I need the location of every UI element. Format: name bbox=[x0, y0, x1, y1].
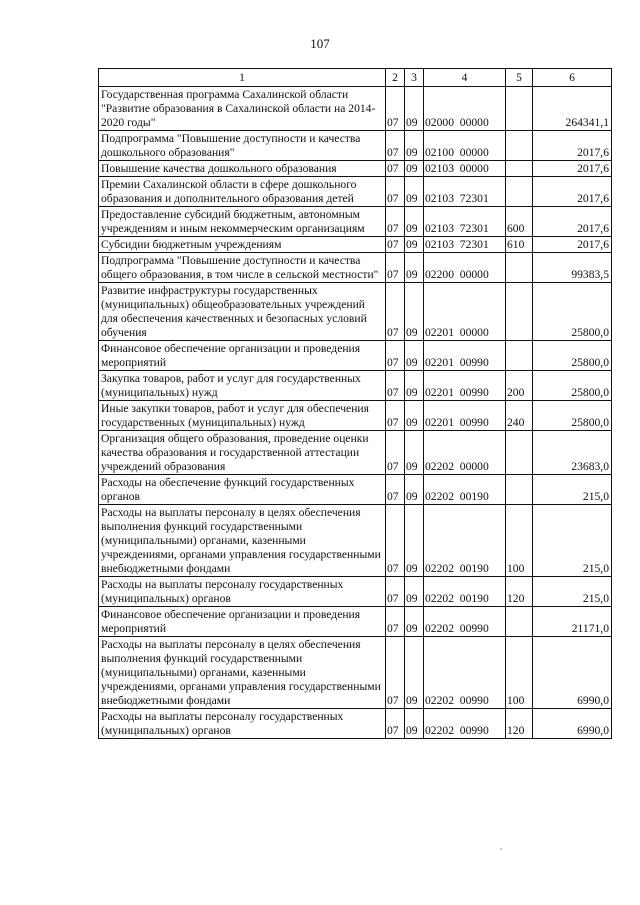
row-name-cell: Государственная программа Сахалинской области "Развитие образования в Сахалинской области на 2014-2020 годы" bbox=[99, 87, 386, 131]
table-row bbox=[99, 237, 612, 253]
row-subsection-cell: 09 bbox=[405, 237, 424, 253]
row-expense-type-cell: 610 bbox=[506, 237, 533, 253]
row-subsection-cell: 09 bbox=[405, 431, 424, 475]
row-amount-cell: 215,0 bbox=[533, 475, 612, 505]
row-section-cell: 07 bbox=[386, 161, 405, 177]
row-target-cell: 02201 00990 bbox=[424, 401, 506, 431]
row-section-cell: 07 bbox=[386, 341, 405, 371]
row-subsection-cell: 09 bbox=[405, 131, 424, 161]
row-subsection-cell: 09 bbox=[405, 505, 424, 577]
table-row bbox=[99, 341, 612, 371]
row-expense-type-cell: 120 bbox=[506, 709, 533, 739]
scan-speck bbox=[500, 848, 502, 850]
row-amount-cell: 25800,0 bbox=[533, 401, 612, 431]
row-subsection-cell: 09 bbox=[405, 475, 424, 505]
row-name-cell: Расходы на выплаты персоналу государственных (муниципальных) органов bbox=[99, 709, 386, 739]
row-amount-cell: 2017,6 bbox=[533, 237, 612, 253]
row-amount-cell: 6990,0 bbox=[533, 637, 612, 709]
table-row bbox=[99, 371, 612, 401]
column-header-name: 1 bbox=[99, 69, 386, 87]
column-header-subsection: 3 bbox=[405, 69, 424, 87]
table-header-row bbox=[99, 69, 612, 87]
row-expense-type-cell: 100 bbox=[506, 637, 533, 709]
row-section-cell: 07 bbox=[386, 475, 405, 505]
row-amount-cell: 21171,0 bbox=[533, 607, 612, 637]
table-row bbox=[99, 207, 612, 237]
row-target-cell: 02202 00190 bbox=[424, 475, 506, 505]
table-row bbox=[99, 401, 612, 431]
row-expense-type-cell: 240 bbox=[506, 401, 533, 431]
row-name-cell: Субсидии бюджетным учреждениям bbox=[99, 237, 386, 253]
row-section-cell: 07 bbox=[386, 431, 405, 475]
table-row bbox=[99, 475, 612, 505]
row-expense-type-cell bbox=[506, 177, 533, 207]
row-amount-cell: 23683,0 bbox=[533, 431, 612, 475]
row-target-cell: 02200 00000 bbox=[424, 253, 506, 283]
row-section-cell: 07 bbox=[386, 237, 405, 253]
table-row bbox=[99, 161, 612, 177]
row-name-cell: Повышение качества дошкольного образования bbox=[99, 161, 386, 177]
row-name-cell: Закупка товаров, работ и услуг для государственных (муниципальных) нужд bbox=[99, 371, 386, 401]
row-amount-cell: 215,0 bbox=[533, 577, 612, 607]
row-subsection-cell: 09 bbox=[405, 401, 424, 431]
row-target-cell: 02202 00990 bbox=[424, 607, 506, 637]
row-subsection-cell: 09 bbox=[405, 371, 424, 401]
row-amount-cell: 2017,6 bbox=[533, 131, 612, 161]
row-section-cell: 07 bbox=[386, 283, 405, 341]
row-section-cell: 07 bbox=[386, 401, 405, 431]
row-subsection-cell: 09 bbox=[405, 637, 424, 709]
row-amount-cell: 264341,1 bbox=[533, 87, 612, 131]
row-target-cell: 02202 00990 bbox=[424, 637, 506, 709]
row-expense-type-cell: 600 bbox=[506, 207, 533, 237]
table-row bbox=[99, 131, 612, 161]
row-section-cell: 07 bbox=[386, 371, 405, 401]
row-target-cell: 02201 00000 bbox=[424, 283, 506, 341]
column-header-section: 2 bbox=[386, 69, 405, 87]
row-section-cell: 07 bbox=[386, 637, 405, 709]
row-expense-type-cell bbox=[506, 161, 533, 177]
row-subsection-cell: 09 bbox=[405, 161, 424, 177]
row-section-cell: 07 bbox=[386, 131, 405, 161]
row-name-cell: Расходы на обеспечение функций государственных органов bbox=[99, 475, 386, 505]
row-amount-cell: 25800,0 bbox=[533, 341, 612, 371]
row-subsection-cell: 09 bbox=[405, 607, 424, 637]
row-amount-cell: 215,0 bbox=[533, 505, 612, 577]
row-expense-type-cell bbox=[506, 431, 533, 475]
row-amount-cell: 2017,6 bbox=[533, 207, 612, 237]
row-amount-cell: 99383,5 bbox=[533, 253, 612, 283]
table-row bbox=[99, 637, 612, 709]
row-subsection-cell: 09 bbox=[405, 341, 424, 371]
row-name-cell: Предоставление субсидий бюджетным, автономным учреждениям и иным некоммерческим организациям bbox=[99, 207, 386, 237]
table-row bbox=[99, 505, 612, 577]
row-target-cell: 02201 00990 bbox=[424, 341, 506, 371]
column-header-target: 4 bbox=[424, 69, 506, 87]
row-expense-type-cell bbox=[506, 253, 533, 283]
row-subsection-cell: 09 bbox=[405, 283, 424, 341]
table-row bbox=[99, 607, 612, 637]
row-section-cell: 07 bbox=[386, 177, 405, 207]
row-target-cell: 02103 72301 bbox=[424, 207, 506, 237]
row-section-cell: 07 bbox=[386, 207, 405, 237]
row-name-cell: Подпрограмма "Повышение доступности и качества общего образования, в том числе в сельской местности" bbox=[99, 253, 386, 283]
row-name-cell: Финансовое обеспечение организации и проведения мероприятий bbox=[99, 341, 386, 371]
row-expense-type-cell bbox=[506, 341, 533, 371]
row-target-cell: 02202 00190 bbox=[424, 505, 506, 577]
row-target-cell: 02103 00000 bbox=[424, 161, 506, 177]
row-name-cell: Организация общего образования, проведение оценки качества образования и государственной аттестации учреждений образования bbox=[99, 431, 386, 475]
row-name-cell: Финансовое обеспечение организации и проведения мероприятий bbox=[99, 607, 386, 637]
row-subsection-cell: 09 bbox=[405, 207, 424, 237]
table-row bbox=[99, 177, 612, 207]
row-subsection-cell: 09 bbox=[405, 177, 424, 207]
row-target-cell: 02103 72301 bbox=[424, 177, 506, 207]
table-row bbox=[99, 431, 612, 475]
row-subsection-cell: 09 bbox=[405, 87, 424, 131]
table-row bbox=[99, 87, 612, 131]
row-target-cell: 02103 72301 bbox=[424, 237, 506, 253]
row-amount-cell: 2017,6 bbox=[533, 161, 612, 177]
row-expense-type-cell bbox=[506, 283, 533, 341]
row-expense-type-cell bbox=[506, 607, 533, 637]
row-target-cell: 02201 00990 bbox=[424, 371, 506, 401]
row-section-cell: 07 bbox=[386, 253, 405, 283]
budget-table bbox=[98, 68, 612, 739]
row-section-cell: 07 bbox=[386, 577, 405, 607]
column-header-amount: 6 bbox=[533, 69, 612, 87]
row-name-cell: Премии Сахалинской области в сфере дошкольного образования и дополнительного образования детей bbox=[99, 177, 386, 207]
row-target-cell: 02202 00190 bbox=[424, 577, 506, 607]
row-expense-type-cell bbox=[506, 475, 533, 505]
row-expense-type-cell: 200 bbox=[506, 371, 533, 401]
row-expense-type-cell bbox=[506, 87, 533, 131]
row-amount-cell: 6990,0 bbox=[533, 709, 612, 739]
row-section-cell: 07 bbox=[386, 505, 405, 577]
row-name-cell: Подпрограмма "Повышение доступности и качества дошкольного образования" bbox=[99, 131, 386, 161]
table-row bbox=[99, 577, 612, 607]
row-name-cell: Расходы на выплаты персоналу в целях обеспечения выполнения функций государственными (муниципальными) органами, казенными учреждениями, органами управления государственными внебюджетными фондами bbox=[99, 637, 386, 709]
row-name-cell: Расходы на выплаты персоналу государственных (муниципальных) органов bbox=[99, 577, 386, 607]
row-expense-type-cell bbox=[506, 131, 533, 161]
row-target-cell: 02202 00000 bbox=[424, 431, 506, 475]
row-name-cell: Расходы на выплаты персоналу в целях обеспечения выполнения функций государственными (муниципальными) органами, казенными учреждениями, органами управления государственными внебюджетными фондами bbox=[99, 505, 386, 577]
row-target-cell: 02000 00000 bbox=[424, 87, 506, 131]
row-expense-type-cell: 100 bbox=[506, 505, 533, 577]
column-header-expense-type: 5 bbox=[506, 69, 533, 87]
table-row bbox=[99, 283, 612, 341]
table-row bbox=[99, 253, 612, 283]
row-amount-cell: 25800,0 bbox=[533, 371, 612, 401]
row-section-cell: 07 bbox=[386, 607, 405, 637]
row-name-cell: Иные закупки товаров, работ и услуг для обеспечения государственных (муниципальных) нужд bbox=[99, 401, 386, 431]
row-subsection-cell: 09 bbox=[405, 577, 424, 607]
row-name-cell: Развитие инфраструктуры государственных (муниципальных) общеобразовательных учреждений для обеспечения качественных и безопасных условий обучения bbox=[99, 283, 386, 341]
table-row bbox=[99, 709, 612, 739]
row-section-cell: 07 bbox=[386, 709, 405, 739]
row-subsection-cell: 09 bbox=[405, 709, 424, 739]
row-section-cell: 07 bbox=[386, 87, 405, 131]
row-subsection-cell: 09 bbox=[405, 253, 424, 283]
row-target-cell: 02100 00000 bbox=[424, 131, 506, 161]
page-number: 107 bbox=[310, 36, 330, 51]
row-amount-cell: 25800,0 bbox=[533, 283, 612, 341]
row-target-cell: 02202 00990 bbox=[424, 709, 506, 739]
row-expense-type-cell: 120 bbox=[506, 577, 533, 607]
row-amount-cell: 2017,6 bbox=[533, 177, 612, 207]
